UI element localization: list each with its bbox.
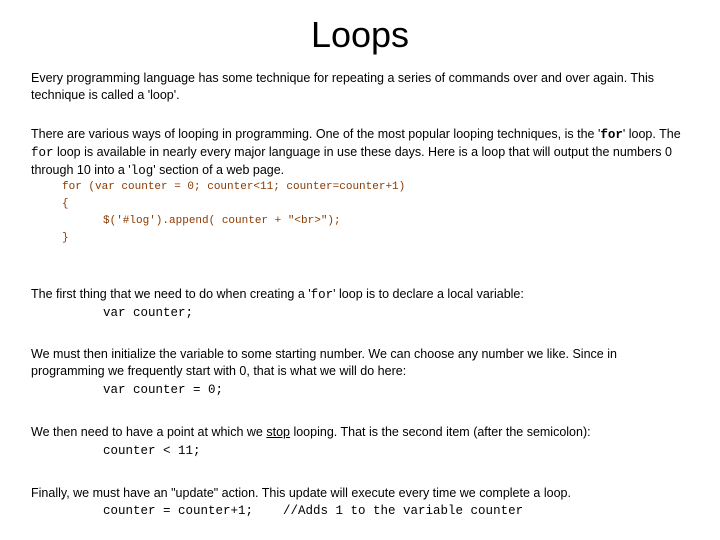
snippet-update: counter = counter+1; //Adds 1 to the variable counter [103, 504, 524, 518]
code-line-3: $('#log').append( counter + "<br>"); [103, 215, 341, 227]
for-keyword-2: for [31, 146, 54, 160]
page-title: Loops [310, 14, 410, 55]
stop-word: stop [266, 425, 290, 439]
stop-paragraph [31, 424, 691, 441]
initialize-paragraph: We must then initialize the variable to some starting number. We can choose any number we like. Since in programming we frequently start with 0, that is what we will do here: [31, 347, 617, 378]
snippet-declare: var counter; [103, 306, 194, 320]
code-line-4: } [62, 232, 69, 244]
code-example [62, 179, 405, 247]
loop-description-paragraph [31, 126, 691, 180]
log-keyword: log [130, 164, 154, 178]
snippet-condition: counter < 11; [103, 444, 201, 458]
code-line-1: for (var counter = 0; counter<11; counter=counter+1) [62, 181, 406, 193]
p2-text-d: ' section of a web page. [153, 163, 285, 177]
update-paragraph: Finally, we must have an "update" action. This update will execute every time we complete a loop. [31, 486, 571, 500]
for-keyword-3: for [310, 288, 334, 302]
code-line-2: { [62, 198, 69, 210]
for-keyword-1: for [600, 128, 623, 142]
declare-paragraph [31, 286, 691, 304]
p3-text-b: ' loop is to declare a local variable: [333, 287, 524, 301]
p2-text-b: ' loop. The [622, 127, 681, 141]
p5-text-b: looping. That is the second item (after the semicolon): [289, 425, 591, 439]
intro-paragraph: Every programming language has some technique for repeating a series of commands over and over again. This technique is called a 'loop'. [31, 71, 655, 102]
p3-text-a: The first thing that we need to do when creating a ' [31, 287, 311, 301]
snippet-initialize: var counter = 0; [103, 383, 224, 397]
p2-text-a: There are various ways of looping in programming. One of the most popular looping techniques, is the ' [31, 127, 601, 141]
p2-text-c: loop is available in nearly every major language in use these days. Here is a loop that will output the numbers 0 through 10 into a ' [31, 145, 672, 177]
p5-text-a: We then need to have a point at which we [31, 425, 267, 439]
